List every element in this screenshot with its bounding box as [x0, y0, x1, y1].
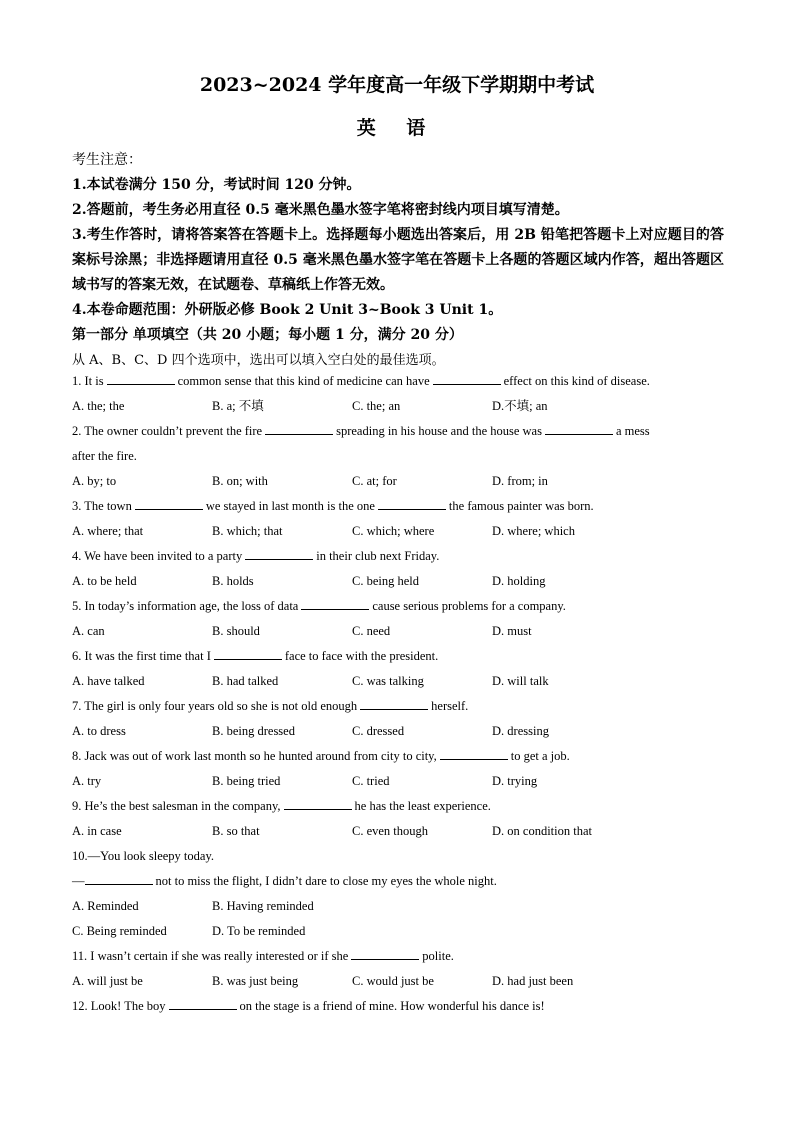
- option-c: C. tried: [352, 774, 390, 788]
- option-a: A. in case: [72, 824, 122, 838]
- option-a: A. the; the: [72, 399, 125, 413]
- option-c: C. the; an: [352, 399, 401, 413]
- section-heading: 第一部分 单项填空（共 20 小题；每小题 1 分，满分 20 分）: [72, 327, 463, 343]
- note-2: 2.答题前，考生务必用直径 0.5 毫米黑色墨水签字笔将密封线内项目填写清楚。: [72, 202, 569, 218]
- question-text: face to face with the president.: [284, 649, 439, 663]
- notes-heading: 考生注意：: [72, 152, 142, 168]
- option-b: B. being tried: [212, 774, 281, 788]
- note-3: 3.考生作答时，请将答案答在答题卡上。选择题每小题选出答案后，用 2B 铅笔把答题卡上对应题目的答案标号涂黑；非选择题请用直径 0.5 毫米黑色墨水签字笔在答题卡上各题的答题区域内作答，超出答题区域书写的答案无效，在试题卷、草稿纸上作答无效。: [72, 227, 724, 293]
- question-text: 3. The town: [72, 499, 132, 513]
- option-b: B. so that: [212, 824, 260, 838]
- note-4: 4.本卷命题范围：外研版必修 Book 2 Unit 3~Book 3 Unit 1。: [72, 302, 503, 318]
- question-options: [72, 919, 724, 944]
- answer-blank: [433, 370, 501, 385]
- option-c: C. need: [352, 624, 391, 638]
- answer-blank: [265, 420, 333, 435]
- option-d: D. had just been: [492, 974, 574, 988]
- section-instruction: 从 A、B、C、D 四个选项中，选出可以填入空白处的最佳选项。: [72, 353, 445, 368]
- answer-blank: [351, 945, 419, 960]
- question-stem: [72, 419, 724, 444]
- question-text: he has the least experience.: [354, 799, 491, 813]
- question-stem: [72, 794, 724, 819]
- question-text: in their club next Friday.: [316, 549, 440, 563]
- option-c: C. being held: [352, 574, 420, 588]
- option-c: C. was talking: [352, 674, 424, 688]
- option-a: A. to dress: [72, 724, 126, 738]
- question-stem: [72, 494, 724, 519]
- question-stem: [72, 544, 724, 569]
- exam-notes: [72, 148, 724, 373]
- question-text: spreading in his house and the house was: [336, 424, 542, 438]
- option-d: D.不填; an: [492, 399, 548, 413]
- question-text: 7. The girl is only four years old so she is not old enough: [72, 699, 358, 713]
- option-b: B. was just being: [212, 974, 299, 988]
- question-options: [72, 669, 724, 694]
- question-stem: [72, 369, 724, 394]
- option-b: B. on; with: [212, 474, 268, 488]
- question-text: 4. We have been invited to a party: [72, 549, 243, 563]
- option-c: C. would just be: [352, 974, 434, 988]
- question-stem-continued: after the fire.: [72, 449, 137, 463]
- question-stem: [72, 944, 724, 969]
- question-options: [72, 719, 724, 744]
- option-d: D. To be reminded: [212, 924, 306, 938]
- question-stem: 10.—You look sleepy today.: [72, 849, 215, 863]
- question-stem: [72, 994, 724, 1019]
- option-d: D. holding: [492, 574, 546, 588]
- answer-blank: [378, 495, 446, 510]
- option-d: D. dressing: [492, 724, 549, 738]
- option-a: A. will just be: [72, 974, 143, 988]
- answer-blank: [545, 420, 613, 435]
- question-text: 8. Jack was out of work last month so he hunted around from city to city,: [72, 749, 437, 763]
- question-stem: [72, 694, 724, 719]
- answer-blank: [214, 645, 282, 660]
- answer-blank: [360, 695, 428, 710]
- option-c: C. dressed: [352, 724, 405, 738]
- question-text: 5. In today’s information age, the loss of data: [72, 599, 299, 613]
- question-text: 6. It was the first time that I: [72, 649, 211, 663]
- question-text: cause serious problems for a company.: [372, 599, 566, 613]
- question-text: we stayed in last month is the one: [205, 499, 375, 513]
- option-b: B. a; 不填: [212, 399, 264, 413]
- option-a: A. have talked: [72, 674, 145, 688]
- question-stem: [72, 744, 724, 769]
- question-options: [72, 769, 724, 794]
- answer-blank: [284, 795, 352, 810]
- question-text: on the stage is a friend of mine. How wonderful his dance is!: [239, 999, 545, 1013]
- question-options: [72, 469, 724, 494]
- question-text: effect on this kind of disease.: [503, 374, 650, 388]
- answer-blank: [301, 595, 369, 610]
- question-options: [72, 619, 724, 644]
- option-a: A. where; that: [72, 524, 144, 538]
- option-a: A. to be held: [72, 574, 137, 588]
- option-b: B. had talked: [212, 674, 279, 688]
- question-options: [72, 519, 724, 544]
- question-stem: [72, 869, 724, 894]
- option-b: B. Having reminded: [212, 899, 314, 913]
- option-b: B. being dressed: [212, 724, 295, 738]
- option-b: B. holds: [212, 574, 254, 588]
- question-options: [72, 894, 724, 919]
- subject-title: 英 语: [356, 117, 438, 139]
- option-d: D. where; which: [492, 524, 575, 538]
- answer-blank: [85, 870, 153, 885]
- question-stem: [72, 644, 724, 669]
- question-text: 11. I wasn’t certain if she was really interested or if she: [72, 949, 349, 963]
- option-a: A. try: [72, 774, 102, 788]
- option-d: D. trying: [492, 774, 538, 788]
- question-options: [72, 969, 724, 994]
- question-text: herself.: [431, 699, 469, 713]
- question-options: [72, 569, 724, 594]
- question-text: —: [72, 874, 85, 888]
- option-c: C. which; where: [352, 524, 435, 538]
- option-d: D. must: [492, 624, 532, 638]
- option-b: B. which; that: [212, 524, 283, 538]
- question-text: the famous painter was born.: [448, 499, 594, 513]
- question-text: common sense that this kind of medicine can have: [177, 374, 430, 388]
- option-d: D. from; in: [492, 474, 548, 488]
- option-b: B. should: [212, 624, 260, 638]
- question-text: 1. It is: [72, 374, 104, 388]
- exam-title: 2023~2024 学年度高一年级下学期期中考试: [199, 74, 595, 96]
- answer-blank: [440, 745, 508, 760]
- question-text: 2. The owner couldn’t prevent the fire: [72, 424, 263, 438]
- answer-blank: [169, 995, 237, 1010]
- answer-blank: [135, 495, 203, 510]
- question-text: polite.: [422, 949, 454, 963]
- question-text: to get a job.: [510, 749, 570, 763]
- option-d: D. on condition that: [492, 824, 592, 838]
- question-text: a mess: [615, 424, 650, 438]
- answer-blank: [245, 545, 313, 560]
- note-1: 1.本试卷满分 150 分，考试时间 120 分钟。: [72, 177, 361, 193]
- answer-blank: [107, 370, 175, 385]
- option-a: A. can: [72, 624, 105, 638]
- option-d: D. will talk: [492, 674, 549, 688]
- question-text: 12. Look! The boy: [72, 999, 166, 1013]
- question-text: 9. He’s the best salesman in the company,: [72, 799, 281, 813]
- question-list: [72, 369, 724, 1019]
- question-text: not to miss the flight, I didn’t dare to close my eyes the whole night.: [155, 874, 497, 888]
- option-c: C. Being reminded: [72, 924, 167, 938]
- option-c: C. even though: [352, 824, 429, 838]
- option-a: A. by; to: [72, 474, 117, 488]
- option-c: C. at; for: [352, 474, 397, 488]
- question-stem: [72, 594, 724, 619]
- question-options: [72, 819, 724, 844]
- question-options: [72, 394, 724, 419]
- option-a: A. Reminded: [72, 899, 139, 913]
